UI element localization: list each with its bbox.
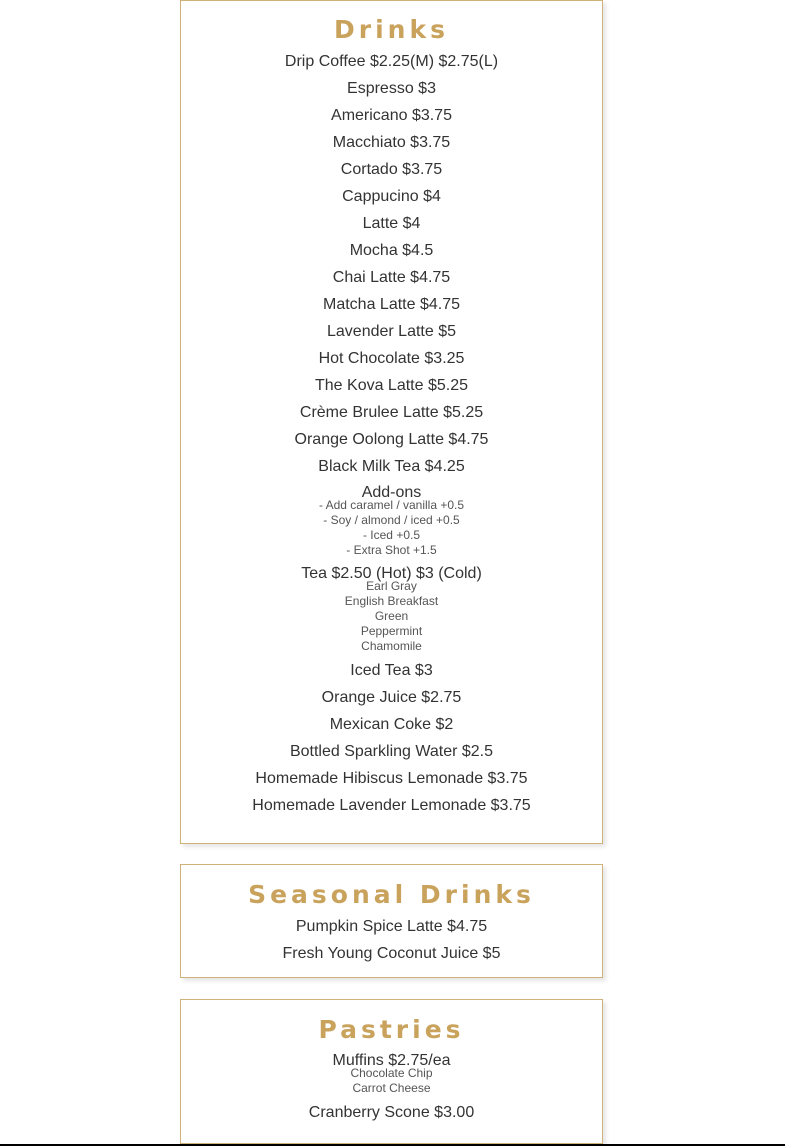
addon-item: - Extra Shot +1.5: [346, 543, 437, 557]
drinks-card: [180, 0, 603, 844]
tea-item: English Breakfast: [344, 594, 439, 608]
addon-item: - Add caramel / vanilla +0.5: [318, 498, 465, 512]
muffin-item: Carrot Cheese: [352, 1081, 431, 1095]
seasonal-list: [181, 913, 602, 967]
menu-item: Pumpkin Spice Latte $4.75: [295, 918, 488, 935]
seasonal-title: Seasonal Drinks: [248, 880, 535, 909]
tea-label: Tea $2.50 (Hot) $3 (Cold): [301, 565, 482, 582]
tea-item: Peppermint: [360, 624, 423, 638]
menu-item: Cappucino $4: [342, 188, 441, 205]
pastries-title: Pastries: [318, 1015, 465, 1044]
menu-item: Hot Chocolate $3.25: [318, 350, 465, 367]
addons-label: Add-ons: [361, 484, 422, 501]
tea-item: Earl Gray: [366, 579, 417, 593]
menu-item: Americano $3.75: [331, 107, 452, 124]
menu-item: Cranberry Scone $3.00: [308, 1104, 475, 1121]
menu-item: Macchiato $3.75: [332, 134, 451, 151]
menu-item: Latte $4: [362, 215, 421, 232]
drinks-list: [181, 48, 602, 819]
menu-item: Crème Brulee Latte $5.25: [299, 404, 484, 421]
menu-item: Drip Coffee $2.25(M) $2.75(L): [284, 53, 499, 70]
menu-item: Homemade Hibiscus Lemonade $3.75: [255, 770, 528, 787]
menu-item: Mexican Coke $2: [329, 716, 454, 733]
tea-item: Chamomile: [361, 639, 422, 653]
menu-item: Cortado $3.75: [340, 161, 443, 178]
drinks-title: Drinks: [334, 15, 449, 44]
menu-item: Mocha $4.5: [349, 242, 434, 259]
menu-item: Iced Tea $3: [350, 662, 433, 679]
menu-item: Fresh Young Coconut Juice $5: [282, 945, 501, 962]
menu-item: Black Milk Tea $4.25: [318, 458, 465, 475]
addon-item: - Iced +0.5: [362, 528, 421, 542]
menu-item: Orange Juice $2.75: [321, 689, 462, 706]
tea-item: Green: [374, 609, 409, 623]
menu-item: Chai Latte $4.75: [332, 269, 451, 286]
menu-item: Espresso $3: [347, 80, 436, 97]
menu-item: The Kova Latte $5.25: [315, 377, 468, 394]
addon-item: - Soy / almond / iced +0.5: [323, 513, 460, 527]
muffin-item: Chocolate Chip: [350, 1066, 433, 1080]
pastries-list: [181, 1048, 602, 1126]
menu-item: Matcha Latte $4.75: [323, 296, 460, 313]
muffins-label: Muffins $2.75/ea: [332, 1052, 451, 1069]
menu-item: Homemade Lavender Lemonade $3.75: [252, 797, 531, 814]
menu-item: Bottled Sparkling Water $2.5: [289, 743, 494, 760]
pastries-card: [180, 999, 603, 1144]
seasonal-card: [180, 864, 603, 978]
menu-item: Lavender Latte $5: [327, 323, 456, 340]
menu-item: Orange Oolong Latte $4.75: [294, 431, 489, 448]
